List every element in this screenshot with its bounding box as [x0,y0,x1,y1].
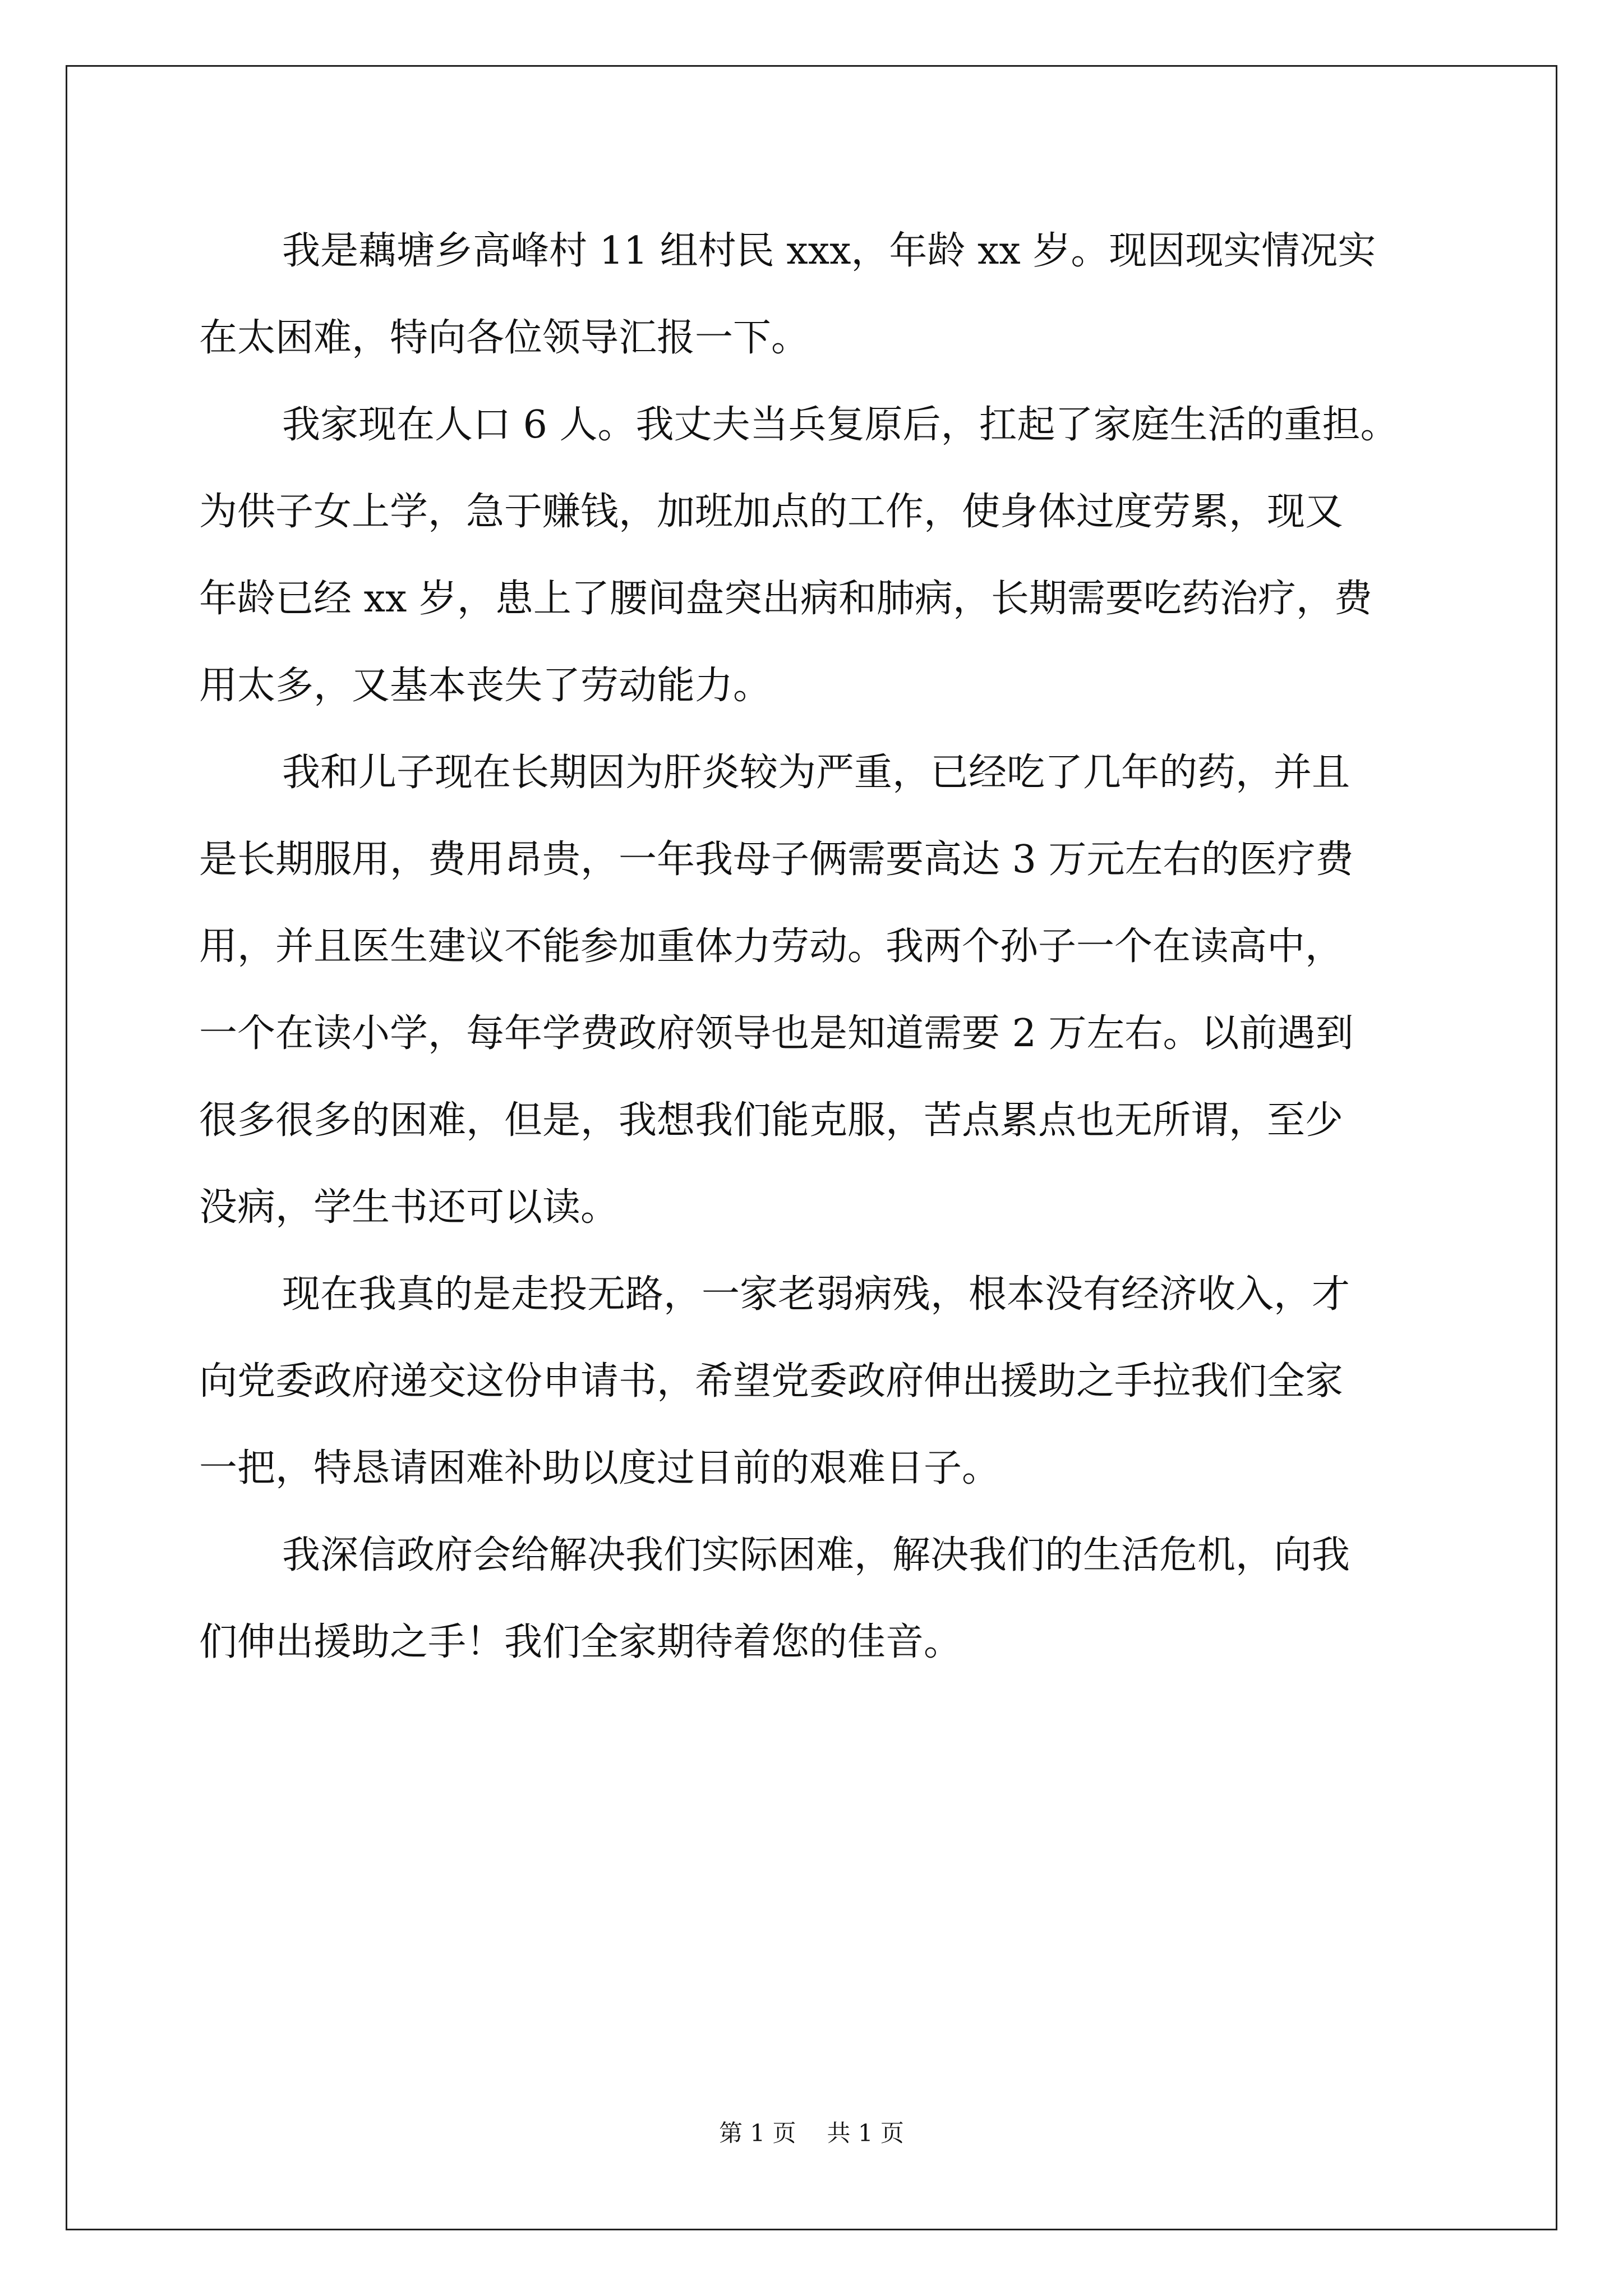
text-line: 很多很多的困难，但是，我想我们能克服，苦点累点也无所谓，至少 [199,1098,1344,1143]
text-line: 用太多，又基本丧失了劳动能力。 [199,664,772,708]
page-footer [0,2115,1623,2148]
text-line: 我和儿子现在长期因为肝炎较为严重，已经吃了几年的药，并且 [282,751,1350,795]
text-line: 用，并且医生建议不能参加重体力劳动。我两个孙子一个在读高中， [199,924,1344,969]
paragraph-4 [199,1251,1450,1512]
text-line: 们伸出援助之手！我们全家期待着您的佳音。 [199,1620,962,1664]
page-number-current: 第 1 页 [719,2119,796,2147]
text-line: 在太困难，特向各位领导汇报一下。 [199,316,810,360]
paragraph-2 [199,381,1450,729]
paragraph-3 [199,729,1450,1251]
paragraph-1 [199,208,1450,381]
text-line: 是长期服用，费用昂贵，一年我母子俩需要高达 3 万元左右的医疗费 [199,838,1354,882]
document-body [199,208,1450,1686]
page-number-total: 共 1 页 [827,2119,904,2147]
text-line: 我是藕塘乡高峰村 11 组村民 xxx，年龄 xx 岁。现因现实情况实 [282,229,1376,273]
text-line: 一个在读小学，每年学费政府领导也是知道需要 2 万左右。以前遇到 [199,1011,1354,1056]
text-line: 我家现在人口 6 人。我丈夫当兵复原后，扛起了家庭生活的重担。 [282,403,1399,447]
text-line: 年龄已经 xx 岁，患上了腰间盘突出病和肺病，长期需要吃药治疗，费 [199,577,1372,621]
paragraph-5 [199,1512,1450,1686]
text-line: 一把，特恳请困难补助以度过目前的艰难日子。 [199,1446,1000,1490]
text-line: 没病，学生书还可以读。 [199,1185,619,1230]
text-line: 为供子女上学，急于赚钱，加班加点的工作，使身体过度劳累，现又 [199,490,1344,534]
text-line: 我深信政府会给解决我们实际困难，解决我们的生活危机，向我 [282,1533,1350,1577]
text-line: 现在我真的是走投无路，一家老弱病残，根本没有经济收入，才 [282,1272,1350,1317]
text-line: 向党委政府递交这份申请书，希望党委政府伸出援助之手拉我们全家 [199,1359,1344,1404]
